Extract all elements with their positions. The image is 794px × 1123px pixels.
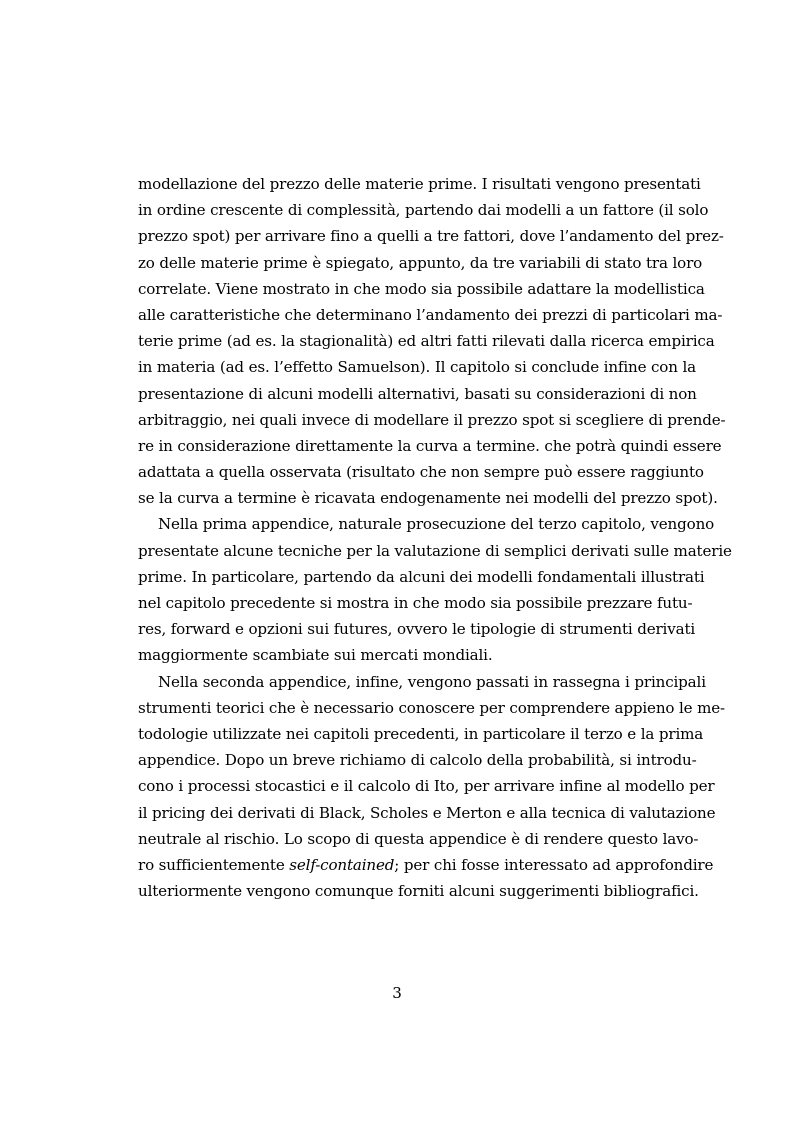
text-line: re in considerazione direttamente la curva a termine. che potrà quindi essere bbox=[138, 436, 722, 455]
text-line: Nella prima appendice, naturale prosecuzione del terzo capitolo, vengono bbox=[158, 515, 715, 534]
text-line: maggiormente scambiate sui mercati mondiali. bbox=[138, 646, 493, 665]
text-line: modellazione del prezzo delle materie prime. I risultati vengono presentati bbox=[138, 175, 701, 193]
page-number: 3 bbox=[392, 984, 402, 1002]
text-line: in materia (ad es. l’effetto Samuelson). Il capitolo si conclude infine con la bbox=[138, 358, 696, 377]
text-line: strumenti teorici che è necessario conoscere per comprendere appieno le me- bbox=[138, 698, 726, 717]
text-line: prezzo spot) per arrivare fino a quelli a tre fattori, dove l’andamento del prez- bbox=[138, 227, 724, 246]
text-line: zo delle materie prime è spiegato, appunto, da tre variabili di stato tra loro bbox=[138, 253, 703, 272]
text-line: ulteriormente vengono comunque forniti alcuni suggerimenti bibliografici. bbox=[138, 882, 699, 901]
paragraph-1 bbox=[138, 171, 726, 511]
text-line: todologie utilizzate nei capitoli precedenti, in particolare il terzo e la prima bbox=[138, 724, 704, 743]
emphasized-term: self-contained bbox=[289, 855, 395, 874]
text-line: in ordine crescente di complessità, partendo dai modelli a un fattore (il solo bbox=[138, 201, 709, 220]
text-line: presentate alcune tecniche per la valutazione di semplici derivati sulle materie bbox=[138, 541, 732, 560]
body-text bbox=[138, 171, 732, 904]
text-line: res, forward e opzioni sui futures, ovvero le tipologie di strumenti derivati bbox=[138, 620, 696, 639]
text-line: neutrale al rischio. Lo scopo di questa appendice è di rendere questo lavo- bbox=[138, 829, 699, 848]
text-line: il pricing dei derivati di Black, Scholes e Merton e alla tecnica di valutazione bbox=[138, 803, 716, 822]
text-line: alle caratteristiche che determinano l’andamento dei prezzi di particolari ma- bbox=[138, 305, 723, 324]
text-segment: ro sufficientemente bbox=[138, 855, 290, 874]
text-line: prime. In particolare, partendo da alcuni dei modelli fondamentali illustrati bbox=[138, 567, 705, 586]
text-line: presentazione di alcuni modelli alternativi, basati su considerazioni di non bbox=[138, 384, 697, 403]
text-segment: ; per chi fosse interessato ad approfondire bbox=[394, 855, 714, 874]
text-line-with-emphasis bbox=[138, 852, 714, 878]
text-line: adattata a quella osservata (risultato che non sempre può essere raggiunto bbox=[138, 463, 704, 482]
text-line: cono i processi stocastici e il calcolo di Ito, per arrivare infine al modello per bbox=[138, 777, 715, 796]
paragraph-3 bbox=[138, 669, 726, 905]
text-line: se la curva a termine è ricavata endogenamente nei modelli del prezzo spot). bbox=[138, 489, 718, 508]
text-line: arbitraggio, nei quali invece di modellare il prezzo spot si scegliere di prende- bbox=[138, 410, 726, 429]
text-line: nel capitolo precedente si mostra in che modo sia possibile prezzare futu- bbox=[138, 594, 693, 612]
text-line: appendice. Dopo un breve richiamo di calcolo della probabilità, si introdu- bbox=[138, 751, 697, 770]
text-line: correlate. Viene mostrato in che modo sia possibile adattare la modellistica bbox=[138, 279, 705, 298]
text-line: Nella seconda appendice, infine, vengono passati in rassegna i principali bbox=[158, 672, 706, 691]
paragraph-2 bbox=[138, 511, 732, 668]
text-line: terie prime (ad es. la stagionalità) ed altri fatti rilevati dalla ricerca empirica bbox=[138, 332, 715, 351]
